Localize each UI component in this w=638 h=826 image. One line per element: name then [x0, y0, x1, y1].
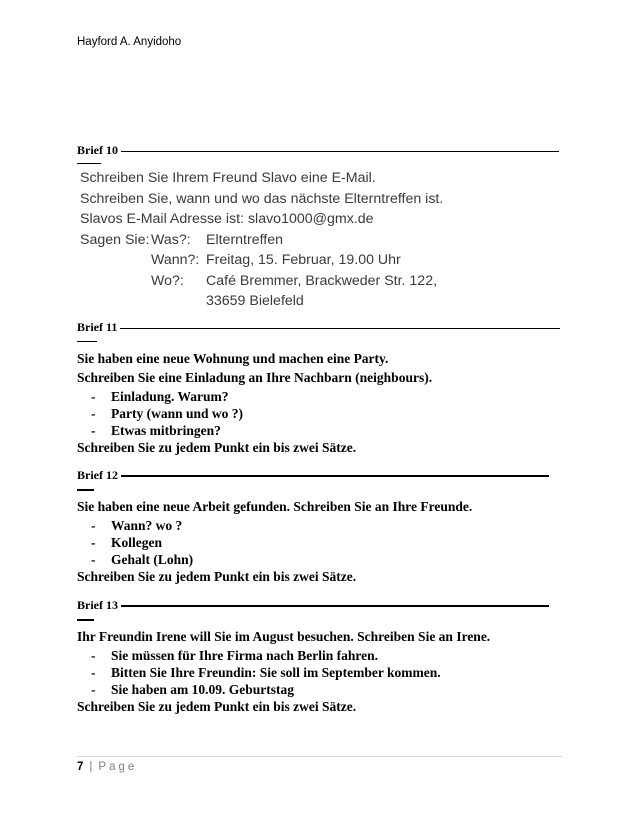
task-row — [80, 230, 443, 251]
task-line: Schreiben Sie Ihrem Freund Slavo eine E-Mail. — [80, 170, 376, 186]
brief-12-intro-1: Sie haben eine neue Arbeit gefunden. Schreiben Sie an Ihre Freunde. — [77, 499, 473, 514]
row-question: Was?: — [151, 231, 191, 248]
task-row — [80, 250, 443, 271]
task-row — [80, 271, 443, 292]
row-answer: Elterntreffen — [206, 231, 284, 248]
bullet-item: - Party (wann und wo ?) — [91, 406, 244, 421]
brief-11-intro-1: Sie haben eine neue Wohnung und machen eine Party. — [77, 351, 389, 366]
brief-12-heading — [77, 468, 560, 482]
bullet-item: - Etwas mitbringen? — [91, 423, 221, 438]
brief-11-intro-2: Schreiben Sie eine Einladung an Ihre Nachbarn (neighbours). — [77, 370, 433, 385]
bullet-item: - Bitten Sie Ihre Freundin: Sie soll im September kommen. — [91, 665, 441, 680]
row-question: Wann?: — [151, 252, 200, 268]
bullet-item: - Wann? wo ? — [91, 518, 183, 533]
bullet-item: - Gehalt (Lohn) — [91, 552, 194, 567]
page-number: 7 — [77, 761, 84, 773]
bullet-item: - Einladung. Warum? — [91, 389, 229, 404]
heading-rule-wrap — [77, 619, 94, 621]
row-answer: Freitag, 15. Februar, 19.00 Uhr — [206, 252, 401, 268]
heading-rule-wrap — [77, 163, 101, 164]
row-answer: Café Bremmer, Brackweder Str. 122, — [206, 272, 438, 289]
brief-10-task-image — [80, 168, 443, 312]
brief-11-title: Brief 11 — [77, 320, 118, 334]
row-question: Wo?: — [151, 272, 184, 289]
footer — [77, 761, 137, 773]
row-question — [151, 291, 206, 312]
row-answer: 33659 Bielefeld — [206, 293, 304, 309]
brief-10-heading — [77, 143, 560, 157]
bullet-item: - Kollegen — [91, 535, 162, 550]
task-line: Slavos E-Mail Adresse ist: slavo1000@gmx.de — [80, 211, 374, 227]
brief-13-outro: Schreiben Sie zu jedem Punkt ein bis zwei Sätze. — [77, 699, 357, 714]
footer-rule — [77, 756, 562, 757]
bullet-item: - Sie müssen für Ihre Firma nach Berlin fahren. — [91, 648, 379, 663]
brief-11-outro: Schreiben Sie zu jedem Punkt ein bis zwei Sätze. — [77, 440, 357, 455]
brief-12-outro: Schreiben Sie zu jedem Punkt ein bis zwei Sätze. — [77, 569, 357, 584]
bullet-item: - Sie haben am 10.09. Geburtstag — [91, 682, 295, 697]
heading-rule — [120, 328, 560, 329]
page-label: Page — [98, 761, 138, 773]
say-label: Sagen Sie: — [80, 231, 150, 248]
header-author: Hayford A. Anyidoho — [77, 36, 182, 48]
brief-13-heading — [77, 598, 560, 612]
brief-13-title: Brief 13 — [77, 598, 118, 612]
brief-13-intro-1: Ihr Freundin Irene will Sie im August besuchen. Schreiben Sie an Irene. — [77, 629, 491, 644]
brief-12-title: Brief 12 — [77, 468, 118, 482]
brief-10-title: Brief 10 — [77, 143, 118, 157]
heading-rule — [121, 475, 549, 477]
heading-rule-wrap — [77, 341, 97, 342]
task-line: Schreiben Sie, wann und wo das nächste Elterntreffen ist. — [80, 190, 444, 207]
brief-11-heading — [77, 320, 560, 334]
heading-rule-wrap — [77, 489, 94, 491]
footer-separator: | — [89, 761, 93, 773]
heading-rule — [121, 605, 549, 607]
task-row — [80, 291, 443, 312]
heading-rule — [121, 151, 559, 152]
